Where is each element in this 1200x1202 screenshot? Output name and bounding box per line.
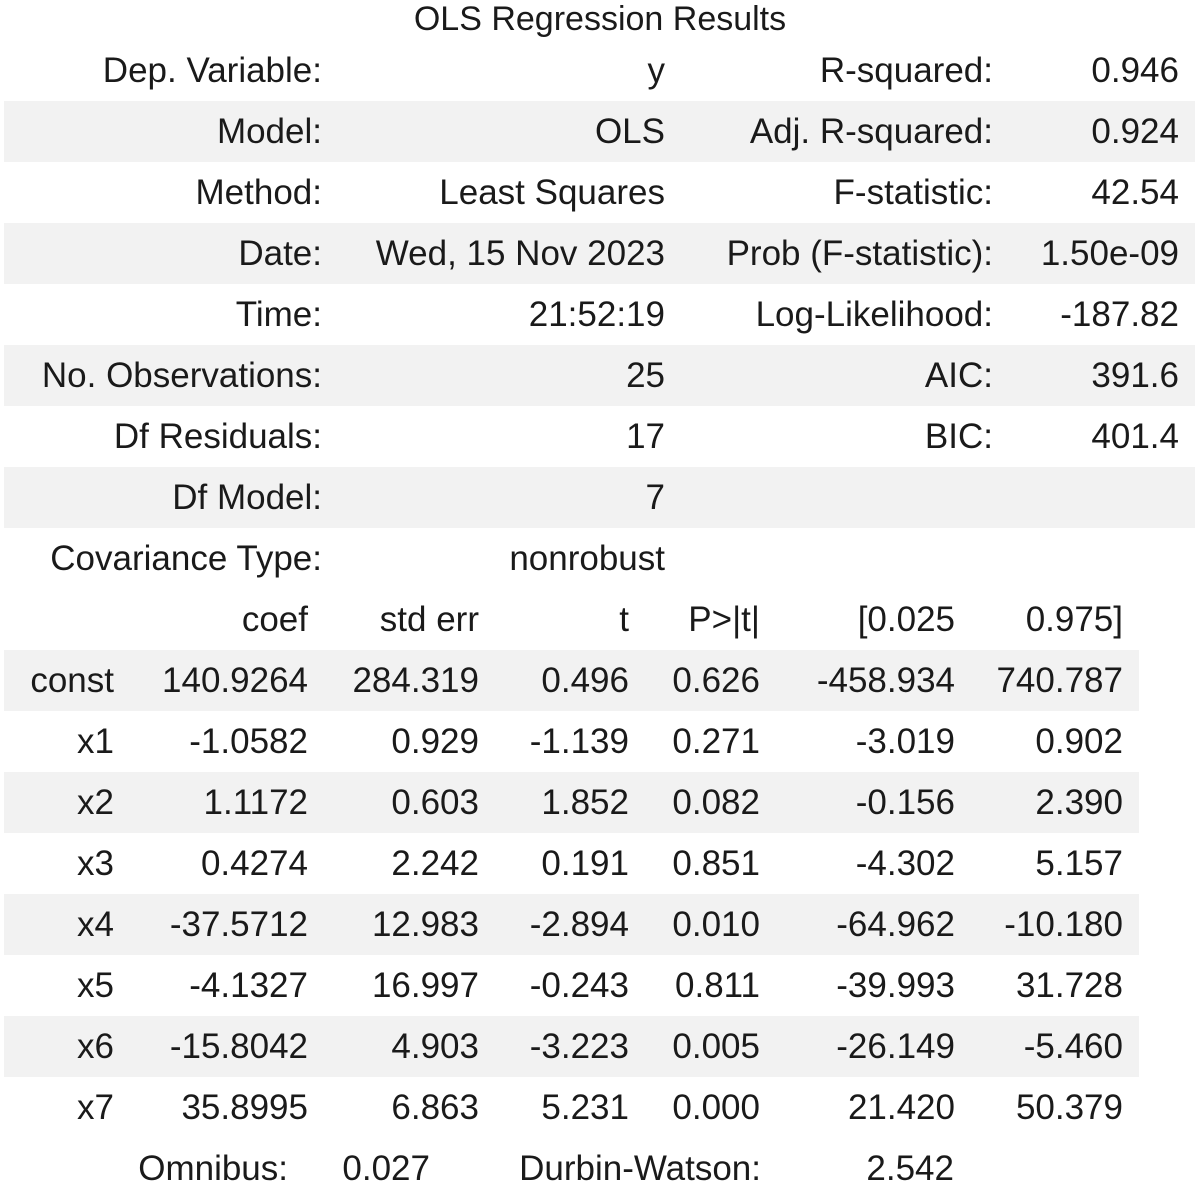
omnibus-value: 0.027 [342, 1148, 430, 1188]
summary-row [4, 40, 1195, 101]
column-header-p-value: P>|t| [688, 599, 760, 639]
summary-label: Dep. Variable: [102, 50, 322, 90]
summary-value: Least Squares [439, 172, 665, 212]
summary-label: Date: [4, 223, 322, 284]
std-err-cell: 0.929 [391, 721, 479, 761]
summary-row [4, 162, 1195, 223]
table-row [4, 711, 1139, 772]
summary-label: Model: [4, 101, 322, 162]
stat-label [665, 467, 993, 528]
stat-value: 0.924 [993, 101, 1195, 162]
t-cell: -0.243 [529, 965, 629, 1005]
variable-name: x6 [4, 1016, 114, 1077]
std-err-cell: 0.603 [308, 772, 479, 833]
ci-upper-cell: 50.379 [1015, 1087, 1123, 1127]
p-value-cell: 0.271 [672, 721, 760, 761]
table-row [4, 1016, 1139, 1077]
stat-value: 1.50e-09 [993, 223, 1195, 284]
stat-value: 391.6 [993, 345, 1195, 406]
std-err-cell: 2.242 [391, 843, 479, 883]
stat-label: Prob (F-statistic): [665, 223, 993, 284]
stat-value: 0.946 [1091, 50, 1179, 90]
summary-label: No. Observations: [4, 345, 322, 406]
summary-label: Time: [235, 294, 322, 334]
stat-value: -187.82 [1060, 294, 1179, 334]
stat-value: 42.54 [1091, 172, 1179, 212]
column-header-t: t [619, 599, 629, 639]
ci-upper-cell: 5.157 [1035, 843, 1123, 883]
diagnostics-table [4, 1138, 970, 1199]
coef-cell: 0.4274 [200, 843, 308, 883]
summary-row [4, 467, 1195, 528]
summary-label: Df Residuals: [113, 416, 322, 456]
summary-label: Method: [195, 172, 322, 212]
durbin-watson-value: 2.542 [866, 1148, 954, 1188]
stat-label: F-statistic: [833, 172, 993, 212]
stat-label: R-squared: [819, 50, 993, 90]
stat-label: Log-Likelihood: [755, 294, 993, 334]
coef-cell: -15.8042 [114, 1016, 308, 1077]
stat-label: BIC: [924, 416, 993, 456]
stat-label [665, 528, 993, 589]
variable-name: x2 [4, 772, 114, 833]
summary-value: OLS [322, 101, 665, 162]
t-cell: 0.496 [479, 650, 629, 711]
table-row [4, 833, 1139, 894]
coef-cell: -1.0582 [189, 721, 308, 761]
variable-name: x4 [4, 894, 114, 955]
stat-value [993, 467, 1195, 528]
std-err-cell: 4.903 [308, 1016, 479, 1077]
ci-upper-cell: -10.180 [955, 894, 1139, 955]
summary-value: nonrobust [509, 538, 665, 578]
table-row [4, 650, 1139, 711]
std-err-cell: 12.983 [308, 894, 479, 955]
summary-value: Wed, 15 Nov 2023 [322, 223, 665, 284]
column-header-ci-lower: [0.025 [857, 599, 955, 639]
stat-label: AIC: [665, 345, 993, 406]
ci-lower-cell: -458.934 [760, 650, 955, 711]
summary-row [4, 345, 1195, 406]
ci-lower-cell: -26.149 [760, 1016, 955, 1077]
t-cell: -1.139 [529, 721, 629, 761]
t-cell: 5.231 [541, 1087, 629, 1127]
variable-name: x7 [77, 1087, 114, 1127]
durbin-watson-label: Durbin-Watson: [519, 1148, 761, 1188]
summary-value: 21:52:19 [528, 294, 665, 334]
p-value-cell: 0.811 [675, 965, 760, 1005]
stat-label: Adj. R-squared: [665, 101, 993, 162]
t-cell: -3.223 [479, 1016, 629, 1077]
coef-cell: 1.1172 [114, 772, 308, 833]
variable-name: const [4, 650, 114, 711]
p-value-cell: 0.851 [672, 843, 760, 883]
omnibus-label: Omnibus: [138, 1148, 288, 1188]
table-row [4, 1077, 1139, 1138]
column-header [4, 589, 114, 650]
column-header-coef: coef [241, 599, 308, 639]
ci-lower-cell: -0.156 [760, 772, 955, 833]
variable-name: x1 [77, 721, 114, 761]
stat-value: 401.4 [1091, 416, 1179, 456]
coefficient-table [4, 589, 1139, 1138]
table-row [4, 894, 1139, 955]
ci-lower-cell: 21.420 [847, 1087, 955, 1127]
ci-upper-cell: 0.902 [1035, 721, 1123, 761]
ci-upper-cell: 2.390 [955, 772, 1139, 833]
coef-cell: -37.5712 [114, 894, 308, 955]
summary-label: Df Model: [4, 467, 322, 528]
ci-upper-cell: -5.460 [955, 1016, 1139, 1077]
stat-value [993, 528, 1195, 589]
coef-cell: 35.8995 [181, 1087, 308, 1127]
summary-label: Covariance Type: [50, 538, 322, 578]
summary-value: 17 [626, 416, 665, 456]
p-value-cell: 0.082 [629, 772, 760, 833]
column-header-ci-upper: 0.975] [1025, 599, 1123, 639]
summary-row [4, 284, 1195, 345]
summary-row [4, 223, 1195, 284]
table-row [4, 772, 1139, 833]
ci-lower-cell: -64.962 [760, 894, 955, 955]
coefficient-header-row [4, 589, 1139, 650]
variable-name: x5 [77, 965, 114, 1005]
p-value-cell: 0.626 [629, 650, 760, 711]
std-err-cell: 284.319 [308, 650, 479, 711]
summary-table [4, 40, 1195, 589]
summary-row [4, 101, 1195, 162]
p-value-cell: 0.000 [672, 1087, 760, 1127]
summary-value: 7 [322, 467, 665, 528]
ci-lower-cell: -39.993 [836, 965, 955, 1005]
summary-value: y [647, 50, 665, 90]
ci-lower-cell: -4.302 [855, 843, 955, 883]
t-cell: 0.191 [541, 843, 629, 883]
ci-upper-cell: 740.787 [955, 650, 1139, 711]
summary-row [4, 406, 1195, 467]
std-err-cell: 6.863 [391, 1087, 479, 1127]
std-err-cell: 16.997 [371, 965, 479, 1005]
summary-value: 25 [322, 345, 665, 406]
coef-cell: -4.1327 [189, 965, 308, 1005]
variable-name: x3 [77, 843, 114, 883]
t-cell: -2.894 [479, 894, 629, 955]
ci-upper-cell: 31.728 [1015, 965, 1123, 1005]
table-row [4, 955, 1139, 1016]
p-value-cell: 0.010 [629, 894, 760, 955]
t-cell: 1.852 [479, 772, 629, 833]
coef-cell: 140.9264 [114, 650, 308, 711]
table-title: OLS Regression Results [413, 0, 787, 38]
column-header-std-err: std err [379, 599, 479, 639]
ci-lower-cell: -3.019 [855, 721, 955, 761]
diagnostics-row [4, 1138, 970, 1199]
summary-row [4, 528, 1195, 589]
p-value-cell: 0.005 [629, 1016, 760, 1077]
